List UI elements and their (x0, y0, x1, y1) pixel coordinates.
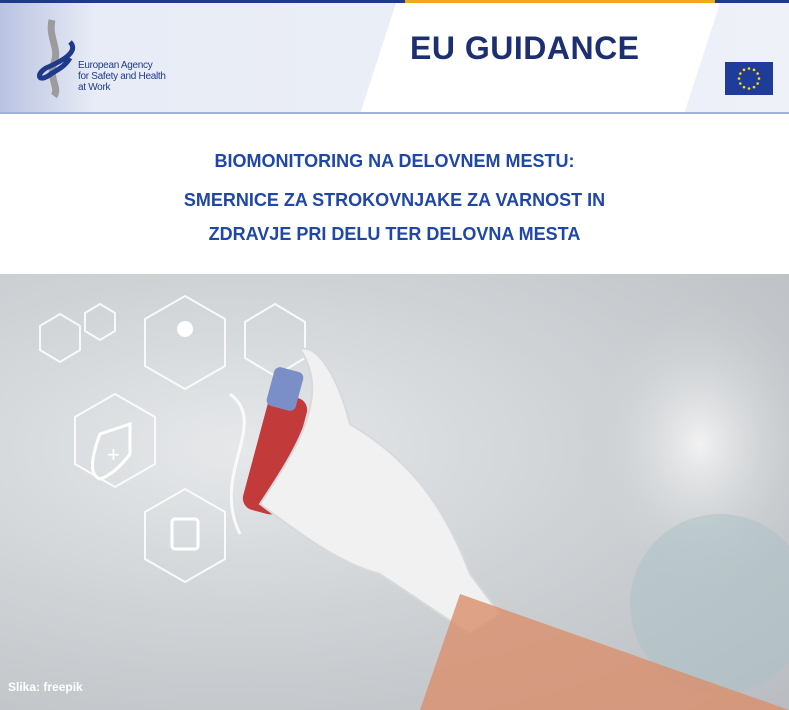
image-credit: Slika: freepik (8, 680, 83, 694)
flag-star (756, 72, 759, 75)
agency-name-line: European Agency (78, 60, 153, 71)
series-label: EU GUIDANCE (410, 30, 640, 66)
flag-star (758, 77, 761, 80)
flag-star (753, 69, 756, 72)
flag-star (753, 86, 756, 89)
flag-star (756, 82, 759, 85)
title-line-2: SMERNICE ZA STROKOVNJAKE ZA VARNOST IN (183, 190, 606, 210)
agency-name (78, 60, 166, 93)
eu-flag-icon (725, 62, 773, 95)
flag-star (739, 82, 742, 85)
plus-icon: + (107, 442, 120, 467)
dna-icon (230, 394, 244, 534)
flag-star (738, 77, 741, 80)
cover-illustration (0, 274, 789, 710)
title-line-1: BIOMONITORING NA DELOVNEM MESTU: (214, 151, 575, 171)
agency-name-line: for Safety and Health (78, 71, 166, 82)
medicine-bottle-icon (172, 519, 198, 549)
user-icon (177, 321, 193, 337)
flag-star (748, 67, 751, 70)
flag-star (739, 72, 742, 75)
flag-star (743, 69, 746, 72)
title-line-3: ZDRAVJE PRI DELU TER DELOVNA MESTA (208, 224, 581, 244)
agency-name-line: at Work (78, 82, 111, 93)
document-title (0, 114, 789, 274)
flag-star (743, 86, 746, 89)
flag-star (748, 87, 751, 90)
cover-photo (0, 274, 789, 710)
